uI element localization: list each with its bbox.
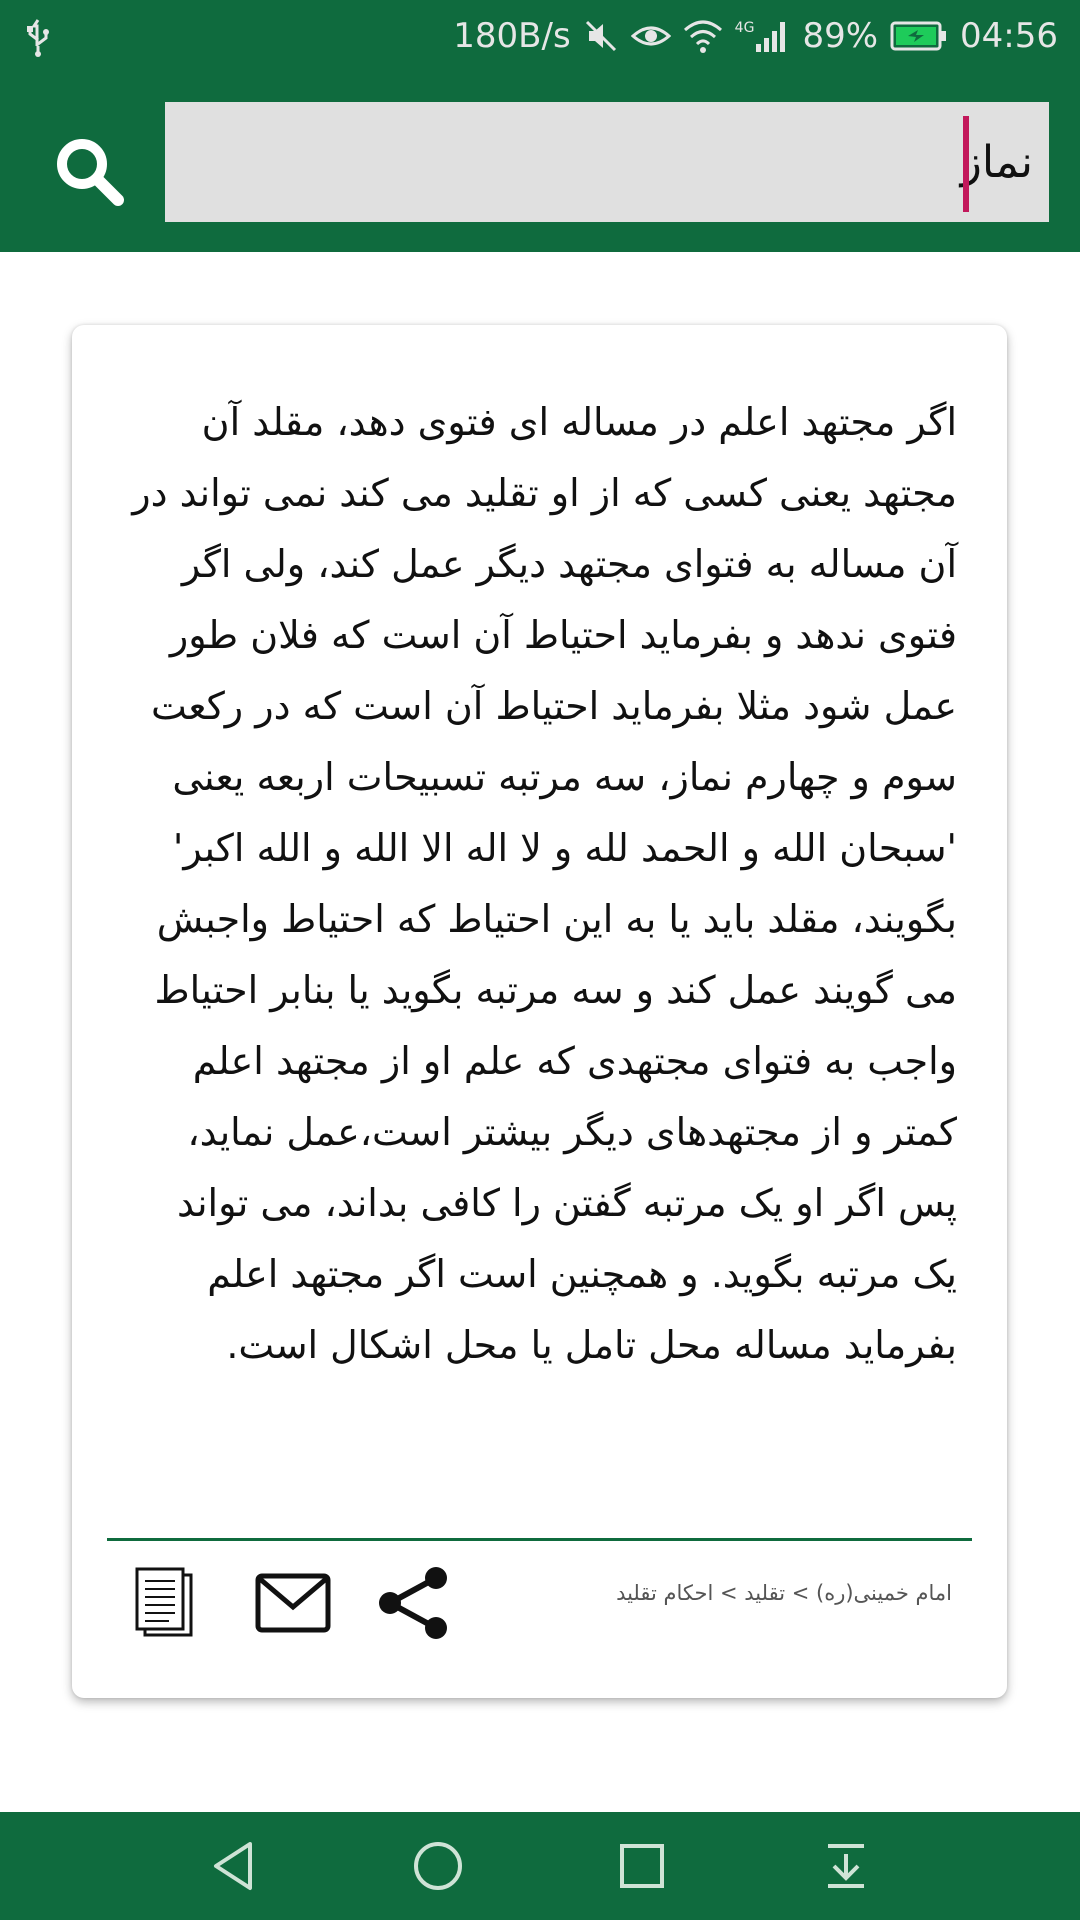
battery-percent: 89% <box>802 16 879 56</box>
usb-icon <box>24 18 52 58</box>
share-icon <box>376 1564 454 1642</box>
search-icon <box>52 134 128 210</box>
battery-icon <box>890 20 948 52</box>
home-button[interactable] <box>398 1826 478 1906</box>
text-cursor <box>963 116 969 212</box>
mute-icon <box>583 18 619 54</box>
notification-pull-button[interactable] <box>806 1826 886 1906</box>
share-button[interactable] <box>373 1561 457 1645</box>
search-field[interactable] <box>165 102 1049 222</box>
back-icon <box>206 1838 262 1894</box>
copy-icon <box>133 1565 203 1641</box>
result-text: اگر مجتهد اعلم در مساله ای فتوی دهد، مقلد آن مجتهد یعنی کسی که از او تقلید می کند نمی تواند در آن مساله به فتوای مجتهد دیگر عمل کند، ولی اگر فتوی ندهد و بفرماید احتیاط آن است که فلان طور عمل شود مثلا بفرماید احتیاط آن است که در رکعت سوم و چهارم نماز، سه مرتبه تسبیحات اربعه یعنی 'سبحان الله و الحمد لله و لا اله الا الله و الله اکبر' بگویند، مقلد باید یا به این احتیاط که احتیاط واجبش می گویند عمل کند و سه مرتبه بگوید یا بنابر احتیاط واجب به فتوای مجتهدی که علم او از مجتهد اعلم کمتر و از مجتهدهای دیگر بیشتر است،عمل نماید، پس اگر او یک مرتبه گفتن را کافی بداند، می تواند یک مرتبه بگوید. و همچنین است اگر مجتهد اعلم بفرماید مساله محل تامل یا محل اشکال است. <box>132 400 957 1367</box>
navigation-bar <box>0 1812 1080 1920</box>
wifi-icon <box>683 18 723 54</box>
result-card <box>72 325 1007 1698</box>
back-button[interactable] <box>194 1826 274 1906</box>
signal-icon <box>735 18 791 54</box>
card-divider <box>107 1538 972 1541</box>
notification-pull-icon <box>818 1838 874 1894</box>
search-input[interactable] <box>165 102 1049 222</box>
breadcrumb: امام خمینی(ره) > تقلید > احکام تقلید <box>616 1581 952 1605</box>
status-icons <box>453 0 1058 72</box>
status-bar <box>0 0 1080 72</box>
eye-comfort-icon <box>631 18 671 54</box>
recents-icon <box>614 1838 670 1894</box>
email-button[interactable] <box>251 1561 335 1645</box>
recents-button[interactable] <box>602 1826 682 1906</box>
search-button[interactable] <box>40 122 140 222</box>
clock: 04:56 <box>960 16 1058 56</box>
app-bar <box>0 72 1080 252</box>
network-speed: 180B/s <box>453 16 571 56</box>
home-icon <box>410 1838 466 1894</box>
email-icon <box>255 1573 331 1633</box>
network-type: 4G <box>734 20 755 36</box>
copy-button[interactable] <box>126 1561 210 1645</box>
